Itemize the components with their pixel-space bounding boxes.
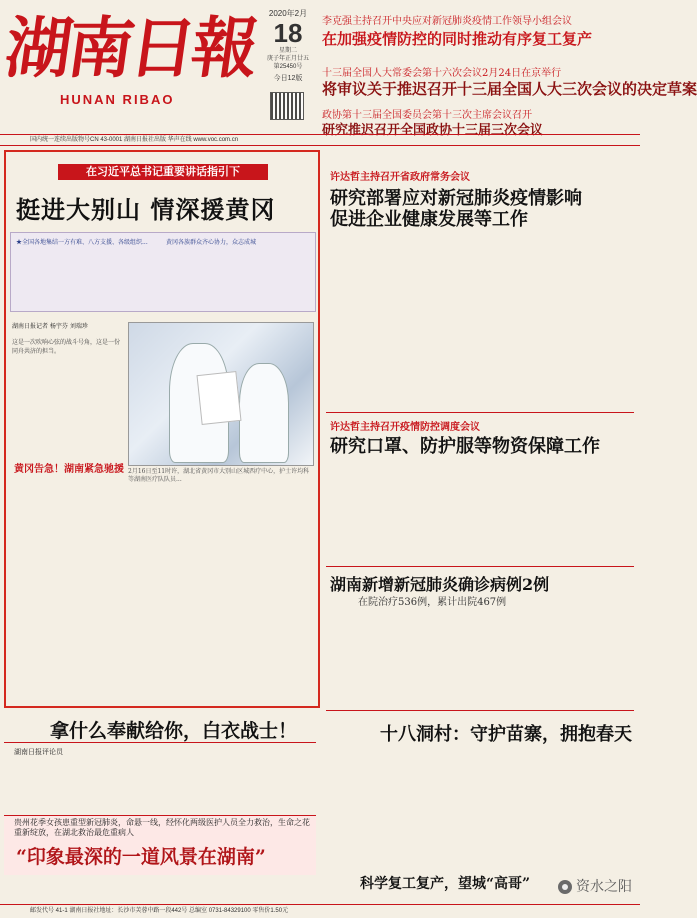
story3-title[interactable]: 湖南新增新冠肺炎确诊病例2例 (330, 575, 550, 594)
story4-title[interactable]: 拿什么奉献给你，白衣战士！ (50, 720, 298, 742)
date-weekday: 星期二 (278, 48, 297, 54)
header-item-2-headline: 将审议关于推迟召开十三届全国人大三次会议的决定草案 (322, 80, 697, 98)
header-item-3-title: 政协第十三届全国委员会第十三次主席会议召开 (322, 110, 532, 121)
footer: 邮发代号 41-1 湖南日报社地址：长沙市芙蓉中路一段442号 总编室 0731-84329100 零售价1.50元 (0, 904, 640, 918)
story1-kicker: 许达哲主持召开省政府常务会议 (330, 172, 470, 183)
date-pages: 今日12版 (273, 75, 303, 82)
story5-title[interactable]: 十八洞村：守护苗寨，拥抱春天 (380, 724, 632, 745)
summary-left-text: ★全国各地集结一方有难、八方支援、各级组织... (16, 239, 148, 246)
feature-intro-text: 这是一次吹响心弦的战斗号角，这是一份同舟共济的担当。 (12, 339, 121, 355)
story3-subtitle: 在院治疗536例，累计出院467例 (358, 597, 507, 608)
feature-banner: 在习近平总书记重要讲话指引下 (58, 164, 268, 180)
divider (326, 412, 634, 413)
feature-summary-right (166, 238, 311, 308)
date-lunar: 庚子年正月廿五 (266, 56, 309, 62)
feature-photo-caption: 2月16日至11时许，湖北省黄冈市大别山区城西疗中心，护士许均科等湖南医疗队队员... (128, 468, 310, 483)
date-year-month: 2020年2月 (268, 9, 308, 18)
masthead-pinyin: HUNAN RIBAO (60, 92, 175, 107)
watermark-text: 资水之阳 (576, 878, 632, 894)
header-item-3-headline: 研究推迟召开全国政协十三届三次会议 (322, 123, 544, 138)
feature-summary-left (16, 238, 161, 308)
info-bar: 国内统一连续出版物号CN 43-0001 湖南日报社出版 华声在线 www.voc.com.cn (0, 134, 640, 146)
wechat-icon (558, 880, 572, 894)
feature-byline: 湖南日报记者 杨宇芬 刘瑞珍 (12, 323, 88, 330)
story7-title[interactable]: 科学复工复产，望城“高哥” (360, 876, 531, 892)
story6-title[interactable]: “印象最深的一道风景在湖南” (16, 846, 266, 868)
feature-column-right (128, 498, 314, 702)
watermark (558, 876, 632, 896)
header-item-1-title: 李克强主持召开中央应对新冠肺炎疫情工作领导小组会议 (322, 16, 572, 27)
story3-body (330, 608, 630, 708)
story2-title[interactable]: 研究口罩、防护服等物资保障工作 (330, 436, 600, 457)
story1-title-line1[interactable]: 研究部署应对新冠肺炎疫情影响 (330, 188, 582, 209)
divider (4, 742, 316, 743)
story2-kicker: 许达哲主持召开疫情防控调度会议 (330, 422, 480, 433)
feature-photo (128, 322, 314, 466)
masthead-title: 湖南日報 (0, 9, 260, 87)
story1-body (330, 232, 630, 410)
date-issue: 第25450号 (273, 64, 303, 70)
feature-column-left (12, 476, 122, 702)
header-item-1-headline: 在加强疫情防控的同时推动有序复工复产 (322, 30, 593, 48)
divider (326, 566, 634, 567)
divider (326, 710, 634, 711)
feature-subheadline: 黄冈告急！湖南紧急驰援 (14, 464, 124, 475)
qr-code-icon (270, 92, 304, 120)
story6-kicker: 贵州花季女孩患重型新冠肺炎，命悬一线，经怀化两级医护人员全力救治，生命之花重新绽放，在湖北救治最危重病人 (14, 818, 310, 837)
header-item-2-title: 十三届全国人大常委会第十六次会议2月24日在京举行 (322, 68, 562, 79)
feature-intro (12, 338, 122, 458)
story5-body (330, 746, 630, 866)
feature-title[interactable]: 挺进大别山 情深援黄冈 (16, 195, 276, 224)
story2-body (330, 456, 630, 564)
story1-title-line2[interactable]: 促进企业健康发展等工作 (330, 209, 528, 230)
story6-body (14, 866, 312, 902)
story4-byline: 湖南日报评论员 (14, 748, 63, 756)
story4-body (14, 760, 314, 812)
summary-right-text: 黄冈各族群众齐心协力，众志成城 (166, 239, 257, 246)
date-day: 18 (273, 18, 303, 48)
